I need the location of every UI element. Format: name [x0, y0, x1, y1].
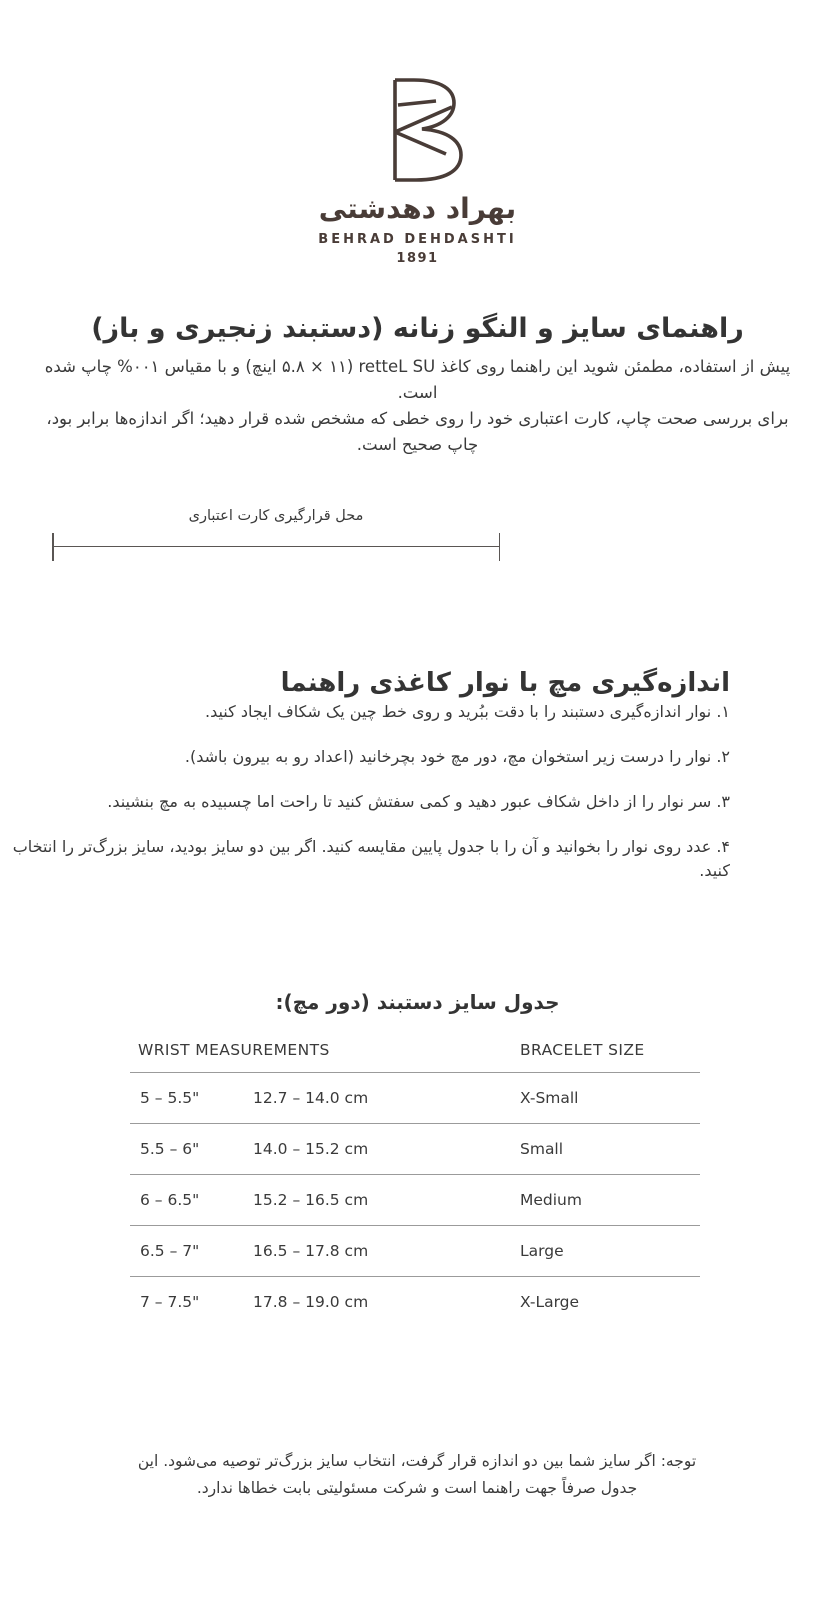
- measuring-steps: [0, 700, 730, 904]
- cell-inches: 6.5 – 7": [140, 1242, 200, 1260]
- cell-inches: 5 – 5.5": [140, 1089, 200, 1107]
- table-row: [130, 1277, 700, 1327]
- brand-monogram-icon: [362, 74, 474, 190]
- cell-size: X-Small: [520, 1089, 579, 1107]
- disclaimer-line1: توجه: اگر سایز شما بین دو اندازه قرار گرفت، انتخاب سایز بزرگ‌تر توصیه می‌شود. این: [137, 1452, 697, 1470]
- measuring-step-2: ۲. نوار را درست زیر استخوان مچ، دور مچ خود بچرخانید (اعداد رو به بیرون باشد).: [184, 747, 730, 766]
- size-table: [130, 1028, 700, 1327]
- ruler-left-tick: [52, 533, 54, 561]
- cell-inches: 5.5 – 6": [140, 1140, 200, 1158]
- cell-cm: 12.7 – 14.0 cm: [253, 1089, 369, 1107]
- brand-year: 1891: [396, 251, 439, 266]
- calibration-ruler: [52, 533, 500, 561]
- brand-name-en: BEHRAD DEHDASHTI: [318, 232, 517, 247]
- print-instructions-line2: برای بررسی صحت چاپ، کارت اعتباری خود را روی خطی که مشخص شده قرار دهید؛ اگر اندازه‌ها برابر بود، چاپ صحیح است.: [46, 409, 789, 454]
- measuring-section-title: اندازه‌گیری مچ با نوار کاغذی راهنما: [280, 667, 730, 698]
- brand-name-fa: بهراد دهدشتی: [318, 192, 517, 225]
- disclaimer-line2: جدول صرفاً جهت راهنما است و شرکت مسئولیتی بابت خطاها ندارد.: [196, 1479, 638, 1497]
- brand-logo-block: [0, 74, 835, 266]
- print-instructions: [30, 354, 805, 458]
- cell-size: Large: [520, 1242, 564, 1260]
- calibration-ruler-block: [52, 508, 500, 561]
- cell-size: X-Large: [520, 1293, 580, 1311]
- calibration-ruler-label: محل قرارگیری کارت اعتباری: [188, 508, 364, 524]
- measuring-step-4: ۴. عدد روی نوار را بخوانید و آن را با جدول پایین مقایسه کنید. اگر بین دو سایز بودید، سایز بزرگ‌تر را انتخاب کنید.: [12, 837, 730, 880]
- measuring-step-3: ۳. سر نوار را از داخل شکاف عبور دهید و کمی سفتش کنید تا راحت اما چسبیده به مچ بنشیند.: [107, 792, 730, 811]
- cell-size: Small: [520, 1140, 564, 1158]
- disclaimer-note: [107, 1448, 727, 1502]
- ruler-right-tick: [499, 533, 501, 561]
- table-row: [130, 1124, 700, 1175]
- page-title: راهنمای سایز و النگو زنانه (دستبند زنجیری و باز): [91, 313, 744, 345]
- measuring-step-1: ۱. نوار اندازه‌گیری دستبند را با دقت ببُرید و روی خط چین یک شکاف ایجاد کنید.: [204, 702, 730, 721]
- cell-cm: 16.5 – 17.8 cm: [253, 1242, 369, 1260]
- size-table-header-row: [130, 1028, 700, 1073]
- table-row: [130, 1073, 700, 1124]
- ruler-line: [52, 546, 500, 547]
- column-header-size: BRACELET SIZE: [520, 1041, 645, 1059]
- cell-inches: 7 – 7.5": [140, 1293, 200, 1311]
- column-header-wrist: WRIST MEASUREMENTS: [138, 1041, 330, 1059]
- cell-cm: 17.8 – 19.0 cm: [253, 1293, 369, 1311]
- cell-cm: 14.0 – 15.2 cm: [253, 1140, 369, 1158]
- cell-inches: 6 – 6.5": [140, 1191, 200, 1209]
- table-row: [130, 1226, 700, 1277]
- print-instructions-line1: پیش از استفاده، مطمئن شوید این راهنما روی کاغذ retteL SU (۵.۸ × ۱۱ اینچ) و با مقیاس ۰۰۱% چاپ شده است.: [44, 357, 791, 402]
- size-table-title: جدول سایز دستبند (دور مچ):: [275, 990, 560, 1014]
- table-row: [130, 1175, 700, 1226]
- cell-size: Medium: [520, 1191, 582, 1209]
- cell-cm: 15.2 – 16.5 cm: [253, 1191, 369, 1209]
